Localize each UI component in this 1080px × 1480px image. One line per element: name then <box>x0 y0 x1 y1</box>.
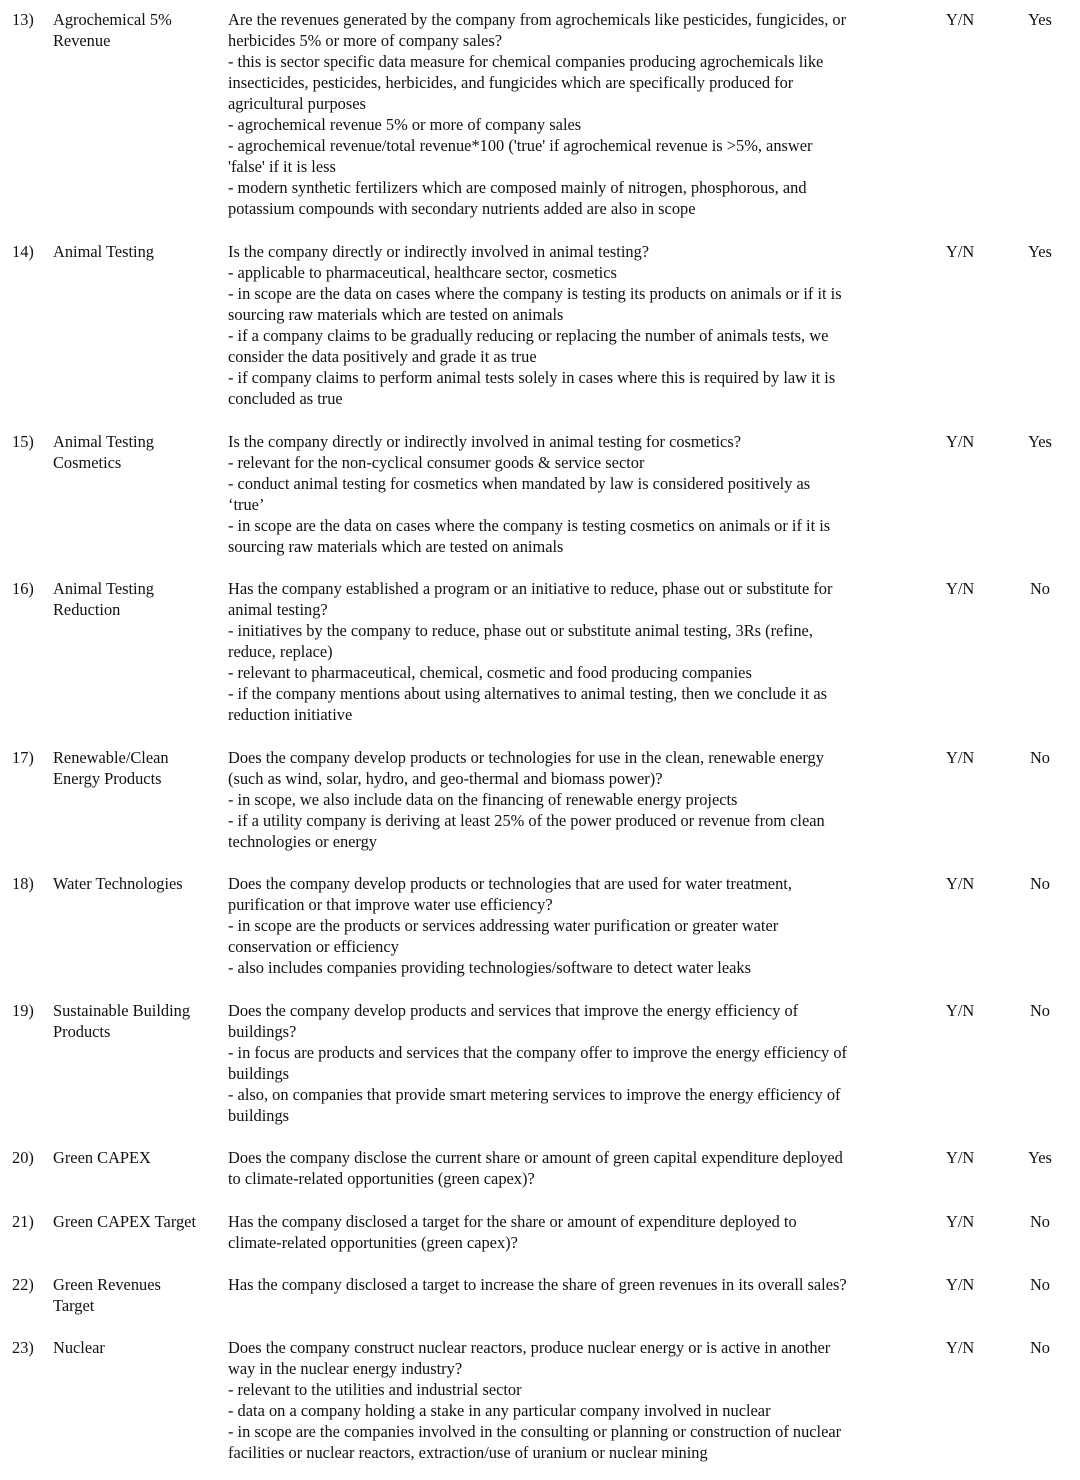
description-line: - this is sector specific data measure for chemical companies producing agrochemicals like <box>228 52 824 71</box>
item-type: Y/N <box>946 1212 975 1231</box>
description-line: - applicable to pharmaceutical, healthcare sector, cosmetics <box>228 263 617 282</box>
item-type: Y/N <box>946 1001 975 1020</box>
item-answer: No <box>1029 874 1051 893</box>
description-line: way in the nuclear energy industry? <box>228 1359 463 1378</box>
description-line: - in focus are products and services that the company offer to improve the energy efficiency of <box>228 1043 847 1062</box>
description-line: buildings <box>228 1106 290 1125</box>
item-answer: Yes <box>1028 10 1052 29</box>
description-line: Does the company develop products or technologies for use in the clean, renewable energy <box>228 748 824 767</box>
item-answer: No <box>1029 1212 1051 1231</box>
item-name-line: Agrochemical 5% <box>53 10 172 29</box>
item-description <box>228 1337 928 1463</box>
description-line: - if a utility company is deriving at least 25% of the power produced or revenue from clean <box>228 811 825 830</box>
item-type: Y/N <box>946 242 975 261</box>
item-type: Y/N <box>946 432 975 451</box>
item-description <box>228 1000 928 1126</box>
item-number: 16) <box>12 579 34 598</box>
item-answer: No <box>1029 579 1051 598</box>
description-line: agricultural purposes <box>228 94 366 113</box>
item-answer: Yes <box>1028 242 1052 261</box>
item-name-line: Renewable/Clean <box>53 748 169 767</box>
description-line: Does the company construct nuclear reactors, produce nuclear energy or is active in another <box>228 1338 831 1357</box>
item-name-line: Green Revenues <box>53 1275 161 1294</box>
item-name-line: Sustainable Building <box>53 1001 191 1020</box>
item-name-line: Products <box>53 1022 111 1041</box>
description-line: conservation or efficiency <box>228 937 399 956</box>
item-answer: No <box>1029 748 1051 767</box>
description-line: - also, on companies that provide smart metering services to improve the energy efficiency of <box>228 1085 841 1104</box>
item-name-line: Animal Testing <box>53 432 154 451</box>
item-name-line: Target <box>53 1296 95 1315</box>
item-answer: Yes <box>1028 432 1052 451</box>
item-name <box>53 1337 225 1358</box>
description-line: - relevant to the utilities and industrial sector <box>228 1380 522 1399</box>
description-line: buildings? <box>228 1022 297 1041</box>
description-line: - in scope are the data on cases where the company is testing cosmetics on animals or if it is <box>228 516 831 535</box>
item-number: 17) <box>12 748 34 767</box>
item-name <box>53 578 225 620</box>
description-line: facilities or nuclear reactors, extraction/use of uranium or nuclear mining <box>228 1443 708 1462</box>
item-name-line: Animal Testing <box>53 579 154 598</box>
item-name <box>53 241 225 262</box>
description-line: purification or that improve water use efficiency? <box>228 895 553 914</box>
item-name <box>53 431 225 473</box>
item-type: Y/N <box>946 579 975 598</box>
description-line: - in scope are the data on cases where the company is testing its products on animals or if it is <box>228 284 842 303</box>
item-number: 19) <box>12 1001 34 1020</box>
item-name <box>53 1211 225 1232</box>
item-name <box>53 1147 225 1168</box>
item-description <box>228 431 928 557</box>
item-name <box>53 1000 225 1042</box>
description-line: - if the company mentions about using alternatives to animal testing, then we conclude it as <box>228 684 828 703</box>
description-line: potassium compounds with secondary nutrients added are also in scope <box>228 199 696 218</box>
description-line: Has the company disclosed a target for the share or amount of expenditure deployed to <box>228 1212 797 1231</box>
description-line: - in scope are the companies involved in the consulting or planning or construction of nuclear <box>228 1422 842 1441</box>
item-number: 23) <box>12 1338 34 1357</box>
description-line: insecticides, pesticides, herbicides, and fungicides which are specifically produced for <box>228 73 794 92</box>
description-line: Has the company established a program or an initiative to reduce, phase out or substitute for <box>228 579 833 598</box>
item-name-line: Energy Products <box>53 769 162 788</box>
description-line: Does the company develop products and services that improve the energy efficiency of <box>228 1001 799 1020</box>
description-line: - also includes companies providing technologies/software to detect water leaks <box>228 958 751 977</box>
description-line: 'false' if it is less <box>228 157 336 176</box>
description-line: - if company claims to perform animal tests solely in cases where this is required by law it is <box>228 368 836 387</box>
description-line: - if a company claims to be gradually reducing or replacing the number of animals tests, we <box>228 326 829 345</box>
description-line: reduce, replace) <box>228 642 333 661</box>
item-description <box>228 578 928 725</box>
description-line: Does the company develop products or technologies that are used for water treatment, <box>228 874 792 893</box>
description-line: to climate-related opportunities (green capex)? <box>228 1169 535 1188</box>
item-description <box>228 873 928 978</box>
description-line: - in scope, we also include data on the financing of renewable energy projects <box>228 790 738 809</box>
item-number: 20) <box>12 1148 34 1167</box>
item-number: 18) <box>12 874 34 893</box>
item-answer: No <box>1029 1001 1051 1020</box>
item-answer: Yes <box>1028 1148 1052 1167</box>
description-line: - relevant for the non-cyclical consumer goods & service sector <box>228 453 645 472</box>
description-line: buildings <box>228 1064 290 1083</box>
item-name <box>53 747 225 789</box>
item-answer: No <box>1029 1275 1051 1294</box>
description-line: - relevant to pharmaceutical, chemical, cosmetic and food producing companies <box>228 663 752 682</box>
item-number: 14) <box>12 242 34 261</box>
description-line: ‘true’ <box>228 495 265 514</box>
item-answer: No <box>1029 1338 1051 1357</box>
item-name <box>53 1274 225 1316</box>
item-type: Y/N <box>946 748 975 767</box>
description-line: technologies or energy <box>228 832 377 851</box>
item-name-line: Water Technologies <box>53 874 183 893</box>
description-line: (such as wind, solar, hydro, and geo-thermal and biomass power)? <box>228 769 663 788</box>
description-line: Has the company disclosed a target to increase the share of green revenues in its overall sales? <box>228 1275 847 1294</box>
description-line: Is the company directly or indirectly involved in animal testing for cosmetics? <box>228 432 741 451</box>
item-description <box>228 1274 928 1295</box>
description-line: Does the company disclose the current share or amount of green capital expenditure deployed <box>228 1148 843 1167</box>
item-name-line: Cosmetics <box>53 453 122 472</box>
item-name-line: Green CAPEX Target <box>53 1212 197 1231</box>
item-type: Y/N <box>946 10 975 29</box>
description-line: - agrochemical revenue/total revenue*100 ('true' if agrochemical revenue is >5%, answer <box>228 136 813 155</box>
item-description <box>228 9 928 219</box>
item-name <box>53 873 225 894</box>
description-line: animal testing? <box>228 600 328 619</box>
item-description <box>228 241 928 409</box>
description-line: Is the company directly or indirectly involved in animal testing? <box>228 242 650 261</box>
description-line: climate-related opportunities (green capex)? <box>228 1233 518 1252</box>
item-number: 22) <box>12 1275 34 1294</box>
description-line: consider the data positively and grade it as true <box>228 347 537 366</box>
description-line: - in scope are the products or services addressing water purification or greater water <box>228 916 779 935</box>
item-description <box>228 747 928 852</box>
item-type: Y/N <box>946 1148 975 1167</box>
item-description <box>228 1147 928 1189</box>
item-name-line: Animal Testing <box>53 242 154 261</box>
description-line: herbicides 5% or more of company sales? <box>228 31 502 50</box>
item-name <box>53 9 225 51</box>
item-type: Y/N <box>946 1338 975 1357</box>
item-number: 15) <box>12 432 34 451</box>
item-number: 13) <box>12 10 34 29</box>
description-line: Are the revenues generated by the company from agrochemicals like pesticides, fungicides, or <box>228 10 847 29</box>
item-name-line: Nuclear <box>53 1338 105 1357</box>
item-name-line: Reduction <box>53 600 121 619</box>
item-name-line: Revenue <box>53 31 111 50</box>
description-line: sourcing raw materials which are tested on animals <box>228 305 564 324</box>
description-line: - conduct animal testing for cosmetics when mandated by law is considered positively as <box>228 474 811 493</box>
description-line: sourcing raw materials which are tested on animals <box>228 537 564 556</box>
description-line: - modern synthetic fertilizers which are composed mainly of nitrogen, phosphorous, and <box>228 178 807 197</box>
description-line: concluded as true <box>228 389 343 408</box>
description-line: - initiatives by the company to reduce, phase out or substitute animal testing, 3Rs (refine, <box>228 621 813 640</box>
item-type: Y/N <box>946 874 975 893</box>
item-description <box>228 1211 928 1253</box>
item-name-line: Green CAPEX <box>53 1148 151 1167</box>
description-line: - data on a company holding a stake in any particular company involved in nuclear <box>228 1401 771 1420</box>
item-type: Y/N <box>946 1275 975 1294</box>
description-line: reduction initiative <box>228 705 353 724</box>
description-line: - agrochemical revenue 5% or more of company sales <box>228 115 582 134</box>
item-number: 21) <box>12 1212 34 1231</box>
